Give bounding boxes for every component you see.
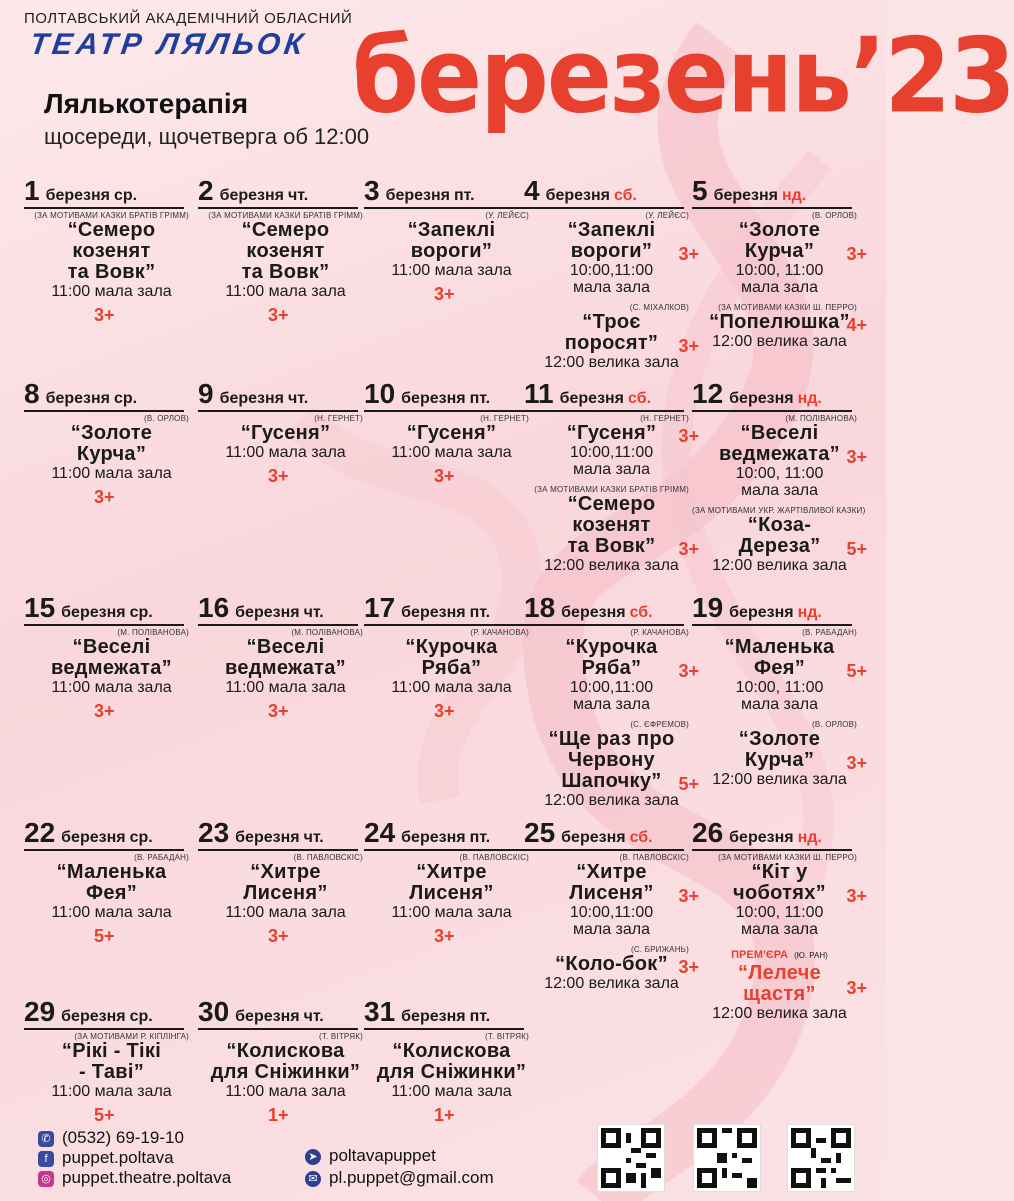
event: [364, 211, 539, 304]
day-number: 30: [198, 996, 230, 1027]
month-word: березня: [235, 604, 300, 621]
email-icon: ✉: [305, 1171, 321, 1187]
event: [524, 414, 699, 478]
age-rating: 3+: [94, 701, 115, 721]
event-author: (Н. ГЕРНЕТ): [480, 414, 529, 423]
email-text: pl.puppet@gmail.com: [329, 1168, 494, 1187]
age-rating: 3+: [434, 284, 455, 304]
event-title: “Кіт у чоботях”: [733, 861, 826, 904]
day-number: 29: [24, 996, 56, 1027]
event-time: 10:00, 11:00 мала зала: [735, 679, 824, 713]
event-author: (Н. ГЕРНЕТ): [314, 414, 363, 423]
event: [692, 211, 867, 296]
event-time: 11:00 мала зала: [51, 679, 172, 696]
event-author: (В. РАБАДАН): [134, 853, 189, 862]
event-title: “Золоте Курча”: [70, 422, 153, 465]
day-header: [692, 592, 852, 626]
event: [24, 628, 199, 721]
event-title: “Колискова для Сніжинки”: [210, 1040, 361, 1083]
contact-telegram[interactable]: [305, 1146, 436, 1166]
event-time: 12:00 велика зала: [544, 792, 679, 809]
day-of-week: чт.: [287, 390, 309, 407]
age-rating: 3+: [678, 244, 699, 264]
day-number: 8: [24, 378, 40, 409]
event-title: “Гусеня”: [566, 422, 657, 444]
event-title: “Коза- Дереза”: [738, 514, 821, 557]
event: [692, 506, 867, 574]
day-of-week: пт.: [469, 1008, 491, 1025]
day-of-week: ср.: [129, 829, 153, 846]
telegram-text: poltavapuppet: [329, 1146, 436, 1165]
event-title: “Колискова для Сніжинки”: [376, 1040, 527, 1083]
premiere-line: [692, 945, 867, 963]
day-of-week: ср.: [129, 1008, 153, 1025]
event: [524, 628, 699, 713]
event-time: 11:00 мала зала: [391, 1083, 512, 1100]
day-number: 23: [198, 817, 230, 848]
event: [692, 945, 867, 1022]
day-cell: [692, 378, 867, 583]
age-rating: 3+: [434, 466, 455, 486]
event-title: “Запеклі вороги”: [407, 219, 496, 262]
event: [692, 720, 867, 788]
event: [24, 853, 199, 946]
event-time: 11:00 мала зала: [51, 904, 172, 921]
event-author: (ЗА МОТИВАМИ КАЗКИ Ш. ПЕРРО): [718, 853, 857, 862]
event-title: “Коло-бок”: [555, 953, 668, 975]
day-cell: [364, 378, 534, 583]
day-header: [364, 817, 524, 851]
age-rating: 3+: [846, 447, 867, 467]
phone-icon: ✆: [38, 1131, 54, 1147]
day-number: 24: [364, 817, 396, 848]
age-rating: 3+: [678, 426, 699, 446]
month-word: березня: [401, 1008, 466, 1025]
month-title: березень’23: [352, 15, 1014, 137]
event: [24, 211, 199, 325]
day-of-week: пт.: [469, 604, 491, 621]
day-header: [364, 378, 524, 412]
event-time: 11:00 мала зала: [51, 283, 172, 300]
event-time: 10:00, 11:00 мала зала: [735, 465, 824, 499]
day-of-week: ср.: [113, 390, 138, 407]
day-header: [24, 592, 184, 626]
event-author: (ЗА МОТИВАМИ КАЗКИ БРАТІВ ГРІММ): [208, 211, 363, 220]
month-word: березня: [219, 390, 284, 407]
day-of-week: пт.: [469, 829, 491, 846]
month-word: березня: [219, 187, 284, 204]
month-word: березня: [45, 187, 110, 204]
therapy-title: Лялькотерапія: [44, 88, 249, 119]
age-rating: 3+: [846, 753, 867, 773]
contact-instagram[interactable]: [38, 1168, 231, 1188]
event-title: “Курочка Ряба”: [565, 636, 658, 679]
event: [364, 853, 539, 946]
event: [198, 628, 373, 721]
day-header: [524, 378, 684, 412]
event-time: 11:00 мала зала: [225, 283, 346, 300]
phone-text: (0532) 69-19-10: [62, 1128, 184, 1147]
day-of-week: чт.: [287, 187, 309, 204]
event-author: (С. БРИЖАНЬ): [630, 945, 689, 954]
event-author: (В. ПАВЛОВСКІС): [619, 853, 689, 862]
day-header: [24, 817, 184, 851]
event-author: (В. ОРЛОВ): [811, 211, 857, 220]
day-number: 5: [692, 175, 708, 206]
event-time: 12:00 велика зала: [712, 333, 847, 350]
contact-email[interactable]: [305, 1168, 494, 1188]
month-word: березня: [61, 829, 126, 846]
age-rating: 3+: [268, 305, 289, 325]
event-title: “Маленька Фея”: [56, 861, 167, 904]
event: [692, 303, 867, 350]
day-number: 1: [24, 175, 40, 206]
month-word: березня: [61, 1008, 126, 1025]
day-cell: [198, 817, 368, 1022]
event: [198, 1032, 373, 1125]
event-title: “Троє поросят”: [564, 311, 659, 354]
event-time: 10:00, 11:00 мала зала: [735, 262, 824, 296]
event: [364, 628, 539, 721]
day-of-week: сб.: [629, 829, 653, 846]
age-rating: 3+: [678, 957, 699, 977]
day-cell: [24, 378, 194, 583]
day-of-week: пт.: [453, 187, 475, 204]
event-author: (Т. ВІТРЯК): [484, 1032, 529, 1041]
event-author: (ЗА МОТИВАМИ КАЗКИ БРАТІВ ГРІММ): [34, 211, 189, 220]
event-author: (С. МІХАЛКОВ): [629, 303, 689, 312]
day-number: 22: [24, 817, 56, 848]
instagram-text: puppet.theatre.poltava: [62, 1168, 232, 1187]
age-rating: 5+: [678, 774, 699, 794]
event-title: “Хитре Лисеня”: [243, 861, 328, 904]
month-word: березня: [235, 1008, 300, 1025]
event: [364, 414, 539, 486]
day-of-week: сб.: [613, 187, 637, 204]
day-of-week: чт.: [303, 604, 324, 621]
month-word: березня: [401, 604, 466, 621]
day-header: [364, 175, 524, 209]
event-author: (В. ОРЛОВ): [811, 720, 857, 729]
event-author: (ЗА МОТИВАМИ КАЗКИ Ш. ПЕРРО): [718, 303, 857, 312]
facebook-text: puppet.poltava: [62, 1148, 174, 1167]
event-author: (ЗА МОТИВАМИ КАЗКИ БРАТІВ ГРІММ): [534, 485, 689, 494]
event: [692, 628, 867, 713]
day-header: [524, 817, 684, 851]
day-number: 9: [198, 378, 214, 409]
age-rating: 1+: [434, 1105, 455, 1125]
age-rating: 5+: [94, 926, 115, 946]
event-time: 11:00 мала зала: [225, 679, 346, 696]
event-time: 10:00,11:00 мала зала: [569, 444, 654, 478]
month-word: березня: [729, 604, 794, 621]
event-title: “Ще раз про Червону Шапочку”: [548, 728, 675, 792]
event-author: (Н. ГЕРНЕТ): [640, 414, 689, 423]
day-number: 25: [524, 817, 556, 848]
age-rating: 3+: [846, 978, 867, 998]
event-time: 12:00 велика зала: [544, 975, 679, 992]
qr-code-1[interactable]: [598, 1125, 664, 1191]
day-header: [24, 378, 184, 412]
age-rating: 3+: [268, 701, 289, 721]
event-title: “Семеро козенят та Вовк”: [67, 219, 156, 283]
event-title: “Золоте Курча”: [738, 219, 821, 262]
event-time: 10:00,11:00 мала зала: [569, 679, 654, 713]
event-title: “Веселі ведмежата”: [51, 636, 172, 679]
event: [198, 414, 373, 486]
event-author: (ЗА МОТИВАМИ УКР. ЖАРТІВЛИВОЇ КАЗКИ): [692, 506, 866, 515]
day-cell: [692, 817, 867, 1022]
event-author: (У. ЛЕЙЄС): [645, 211, 689, 220]
age-rating: 3+: [678, 336, 699, 356]
theater-subtitle: ПОЛТАВСЬКИЙ АКАДЕМІЧНИЙ ОБЛАСНИЙ: [24, 10, 353, 27]
event-time: 12:00 велика зала: [712, 557, 847, 574]
event: [692, 853, 867, 938]
day-cell: [524, 378, 699, 583]
age-rating: 3+: [846, 886, 867, 906]
event-time: 11:00 мала зала: [391, 262, 512, 279]
event: [198, 211, 373, 325]
event-title: “Лелече щастя”: [737, 962, 822, 1005]
day-header: [364, 592, 524, 626]
event-author: (В. ОРЛОВ): [143, 414, 189, 423]
event-title: “Семеро козенят та Вовк”: [567, 493, 656, 557]
event-title: “Веселі ведмежата”: [225, 636, 346, 679]
day-cell: [692, 175, 867, 380]
day-number: 16: [198, 592, 230, 623]
day-of-week: чт.: [303, 1008, 324, 1025]
day-header: [524, 175, 684, 209]
event-author: (В. ПАВЛОВСКІС): [459, 853, 529, 862]
age-rating: 3+: [678, 661, 699, 681]
event: [24, 1032, 199, 1125]
month-word: березня: [235, 829, 300, 846]
age-rating: 5+: [846, 661, 867, 681]
event-author: (В. РАБАДАН): [802, 628, 857, 637]
day-header: [692, 378, 852, 412]
day-number: 18: [524, 592, 556, 623]
day-header: [198, 817, 358, 851]
event: [364, 1032, 539, 1125]
month-word: березня: [713, 187, 778, 204]
event-time: 10:00,11:00 мала зала: [569, 904, 654, 938]
contact-facebook[interactable]: [38, 1148, 174, 1168]
day-header: [692, 817, 852, 851]
event: [692, 414, 867, 499]
event-title: “Веселі ведмежата”: [719, 422, 840, 465]
day-number: 2: [198, 175, 214, 206]
event-author: (Р. КАЧАНОВА): [470, 628, 529, 637]
age-rating: 5+: [94, 1105, 115, 1125]
day-cell: [24, 592, 194, 797]
day-number: 17: [364, 592, 396, 623]
day-cell: [24, 817, 194, 1022]
event-time: 12:00 велика зала: [712, 771, 847, 788]
event-time: 11:00 мала зала: [225, 1083, 346, 1100]
age-rating: 3+: [94, 487, 115, 507]
day-cell: [524, 175, 699, 380]
day-of-week: сб.: [629, 604, 653, 621]
day-number: 19: [692, 592, 724, 623]
month-word: березня: [45, 390, 110, 407]
day-cell: [198, 592, 368, 797]
event-author: (ЗА МОТИВАМИ Р. КІПЛІНГА): [74, 1032, 189, 1041]
event-title: “Золоте Курча”: [738, 728, 821, 771]
qr-code-icon: [697, 1128, 757, 1188]
event-time: 12:00 велика зала: [544, 354, 679, 371]
instagram-icon: ◎: [38, 1171, 54, 1187]
event-author: (Ю. РАН): [794, 951, 828, 960]
event-title: “Хитре Лисеня”: [569, 861, 654, 904]
day-cell: [692, 592, 867, 797]
month-word: березня: [61, 604, 126, 621]
month-word: березня: [401, 390, 466, 407]
qr-code-2[interactable]: [694, 1125, 760, 1191]
event-title: “Курочка Ряба”: [405, 636, 498, 679]
age-rating: 3+: [434, 926, 455, 946]
day-of-week: ср.: [113, 187, 138, 204]
day-cell: [364, 175, 534, 380]
age-rating: 4+: [846, 315, 867, 335]
day-header: [524, 592, 684, 626]
event-title: “Гусеня”: [240, 422, 331, 444]
event-author: (С. ЄФРЕМОВ): [630, 720, 689, 729]
event-time: 11:00 мала зала: [225, 904, 346, 921]
day-number: 12: [692, 378, 724, 409]
event: [524, 945, 699, 992]
day-of-week: чт.: [303, 829, 324, 846]
day-number: 15: [24, 592, 56, 623]
theater-title: ТЕАТР ЛЯЛЬОК: [27, 28, 309, 61]
day-header: [198, 175, 358, 209]
month-word: березня: [545, 187, 610, 204]
day-of-week: нд.: [797, 390, 822, 407]
qr-code-3[interactable]: [788, 1125, 854, 1191]
event: [524, 853, 699, 938]
day-header: [364, 996, 524, 1030]
day-number: 10: [364, 378, 396, 409]
telegram-icon: ➤: [305, 1149, 321, 1165]
event: [24, 414, 199, 507]
event-title: “Гусеня”: [406, 422, 497, 444]
day-header: [198, 592, 358, 626]
day-cell: [364, 817, 534, 1022]
day-number: 31: [364, 996, 396, 1027]
day-cell: [524, 592, 699, 809]
month-word: березня: [729, 829, 794, 846]
age-rating: 3+: [846, 244, 867, 264]
day-of-week: сб.: [628, 390, 652, 407]
day-header: [198, 378, 358, 412]
day-cell: [24, 175, 194, 380]
event: [524, 211, 699, 296]
event: [524, 485, 699, 574]
day-number: 4: [524, 175, 540, 206]
day-header: [24, 996, 184, 1030]
day-number: 26: [692, 817, 724, 848]
age-rating: 3+: [434, 701, 455, 721]
day-cell: [198, 378, 368, 583]
event-time: 11:00 мала зала: [391, 904, 512, 921]
event-author: (В. ПАВЛОВСКІС): [293, 853, 363, 862]
month-word: березня: [559, 390, 625, 407]
day-header: [692, 175, 852, 209]
event-author: (Т. ВІТРЯК): [318, 1032, 363, 1041]
event-author: (М. ПОЛІВАНОВА): [291, 628, 363, 637]
event-time: 11:00 мала зала: [51, 465, 172, 482]
month-word: березня: [401, 829, 466, 846]
event-time: 10:00,11:00 мала зала: [569, 262, 654, 296]
age-rating: 1+: [268, 1105, 289, 1125]
contact-phone[interactable]: [38, 1128, 184, 1148]
age-rating: 3+: [678, 539, 699, 559]
day-of-week: ср.: [129, 604, 153, 621]
month-word: березня: [561, 604, 626, 621]
event: [524, 720, 699, 809]
event-author: (М. ПОЛІВАНОВА): [117, 628, 189, 637]
age-rating: 3+: [678, 886, 699, 906]
day-of-week: нд.: [781, 187, 807, 204]
day-cell: [524, 817, 699, 1022]
day-header: [24, 175, 184, 209]
event-title: “Маленька Фея”: [724, 636, 835, 679]
day-cell: [364, 592, 534, 797]
month-word: березня: [561, 829, 626, 846]
day-number: 11: [524, 378, 554, 409]
day-cell: [198, 175, 368, 380]
event-title: “Запеклі вороги”: [567, 219, 656, 262]
day-of-week: нд.: [797, 604, 822, 621]
event-time: 12:00 велика зала: [712, 1005, 847, 1022]
age-rating: 5+: [846, 539, 867, 559]
event: [524, 303, 699, 371]
event-time: 11:00 мала зала: [225, 444, 346, 461]
therapy-time: щосереди, щочетверга об 12:00: [44, 124, 370, 149]
event-time: 11:00 мала зала: [391, 444, 512, 461]
event-title: “Семеро козенят та Вовк”: [241, 219, 330, 283]
event-time: 10:00, 11:00 мала зала: [735, 904, 824, 938]
day-of-week: пт.: [469, 390, 491, 407]
event-title: “Хитре Лисеня”: [409, 861, 494, 904]
event-author: (М. ПОЛІВАНОВА): [785, 414, 857, 423]
event-title: “Попелюшка”: [709, 311, 850, 333]
event-time: 11:00 мала зала: [391, 679, 512, 696]
day-header: [198, 996, 358, 1030]
qr-code-icon: [601, 1128, 661, 1188]
day-number: 3: [364, 175, 380, 206]
event-time: 11:00 мала зала: [51, 1083, 172, 1100]
event-time: 12:00 велика зала: [544, 557, 679, 574]
age-rating: 3+: [268, 926, 289, 946]
event-author: (У. ЛЕЙЄС): [485, 211, 529, 220]
month-word: березня: [385, 187, 450, 204]
premiere-label: ПРЕМ’ЄРА: [731, 949, 789, 961]
event: [198, 853, 373, 946]
age-rating: 3+: [94, 305, 115, 325]
event-author: (Р. КАЧАНОВА): [630, 628, 689, 637]
facebook-icon: f: [38, 1151, 54, 1167]
age-rating: 3+: [268, 466, 289, 486]
qr-code-icon: [791, 1128, 851, 1188]
event-title: “Рікі - Тікі - Таві”: [61, 1040, 162, 1083]
month-word: березня: [729, 390, 794, 407]
day-of-week: нд.: [797, 829, 822, 846]
